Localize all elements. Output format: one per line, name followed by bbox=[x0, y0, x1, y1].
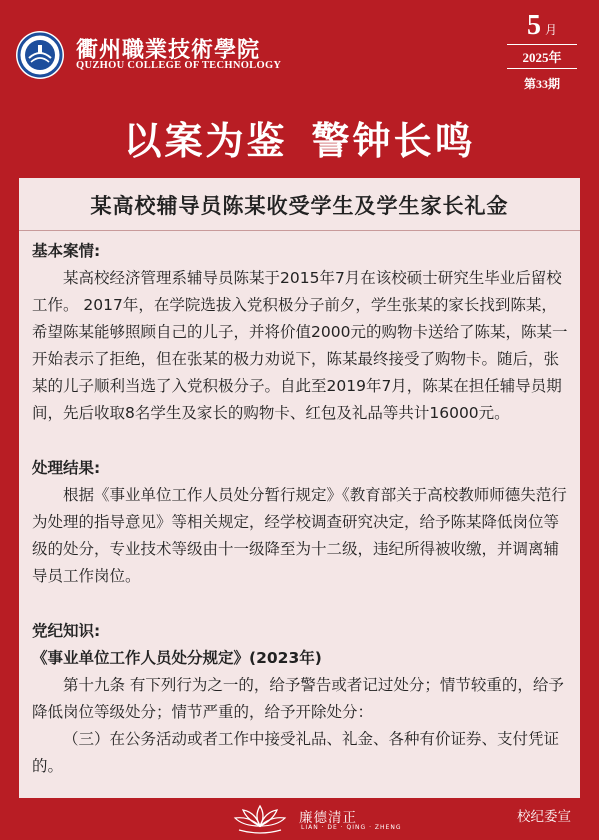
result-heading: 处理结果: bbox=[32, 459, 101, 477]
issue-info bbox=[507, 10, 577, 92]
issue-month: 5 bbox=[526, 10, 541, 41]
banner-slogan bbox=[0, 110, 599, 165]
footer-brand-pinyin: LIAN · DE · QING · ZHENG bbox=[301, 824, 402, 831]
footer-signature: 校纪委宣 bbox=[517, 809, 571, 825]
knowledge-heading: 党纪知识: bbox=[32, 622, 101, 640]
school-name-cn: 衢州職業技術學院 bbox=[76, 37, 261, 63]
content-card bbox=[19, 178, 580, 798]
result-text: 根据《事业单位工作人员处分暂行规定》《教育部关于高校教师师德失范行为处理的指导意见》等相关规定，经学校调查研究决定，给予陈某降低岗位等级的处分，专业技术等级由十一级降至为十二级，违纪所得被收缴，并调离辅导员工作岗位。 bbox=[32, 486, 567, 585]
basic-heading: 基本案情: bbox=[32, 242, 101, 260]
banner-left: 以案为鉴 bbox=[123, 119, 288, 163]
case-body bbox=[32, 238, 570, 780]
footer-brand-cn: 廉德清正 bbox=[299, 810, 357, 826]
article-19-item-3: （三）在公务活动或者工作中接受礼品、礼金、各种有价证券、支付凭证的。 bbox=[32, 730, 560, 775]
title-divider bbox=[19, 230, 580, 231]
school-name-en: QUZHOU COLLEGE OF TECHNOLOGY bbox=[76, 60, 282, 71]
banner-right: 警钟长鸣 bbox=[311, 119, 476, 163]
lotus-icon bbox=[225, 802, 295, 836]
footer-brand bbox=[225, 802, 402, 836]
issue-year: 2025年 bbox=[507, 44, 577, 69]
case-title: 某高校辅导员陈某收受学生及学生家长礼金 bbox=[90, 194, 509, 218]
regulation-title: 《事业单位工作人员处分规定》(2023年) bbox=[32, 649, 322, 667]
article-19-text: 第十九条 有下列行为之一的，给予警告或者记过处分；情节较重的，给予降低岗位等级处分；情节严重的，给予开除处分： bbox=[32, 676, 564, 721]
issue-month-unit: 月 bbox=[544, 23, 557, 37]
college-logo bbox=[15, 30, 65, 80]
issue-number: 第33期 bbox=[523, 77, 560, 91]
basic-text: 某高校经济管理系辅导员陈某于2015年7月在该校硕士研究生毕业后留校工作。 2017年，在学院选拔入党积极分子前夕，学生张某的家长找到陈某，希望陈某能够照顾自己的儿子，并将价值2000元的购物卡送给了陈某，陈某一开始表示了拒绝，但在张某的极力劝说下，陈某最终接受了购物卡。随后，张某的儿子顺利当选了入党积极分子。自此至2019年7月，陈某在担任辅导员期间，先后收取8名学生及家长的购物卡、红包及礼品等共计16000元。 bbox=[32, 269, 568, 422]
